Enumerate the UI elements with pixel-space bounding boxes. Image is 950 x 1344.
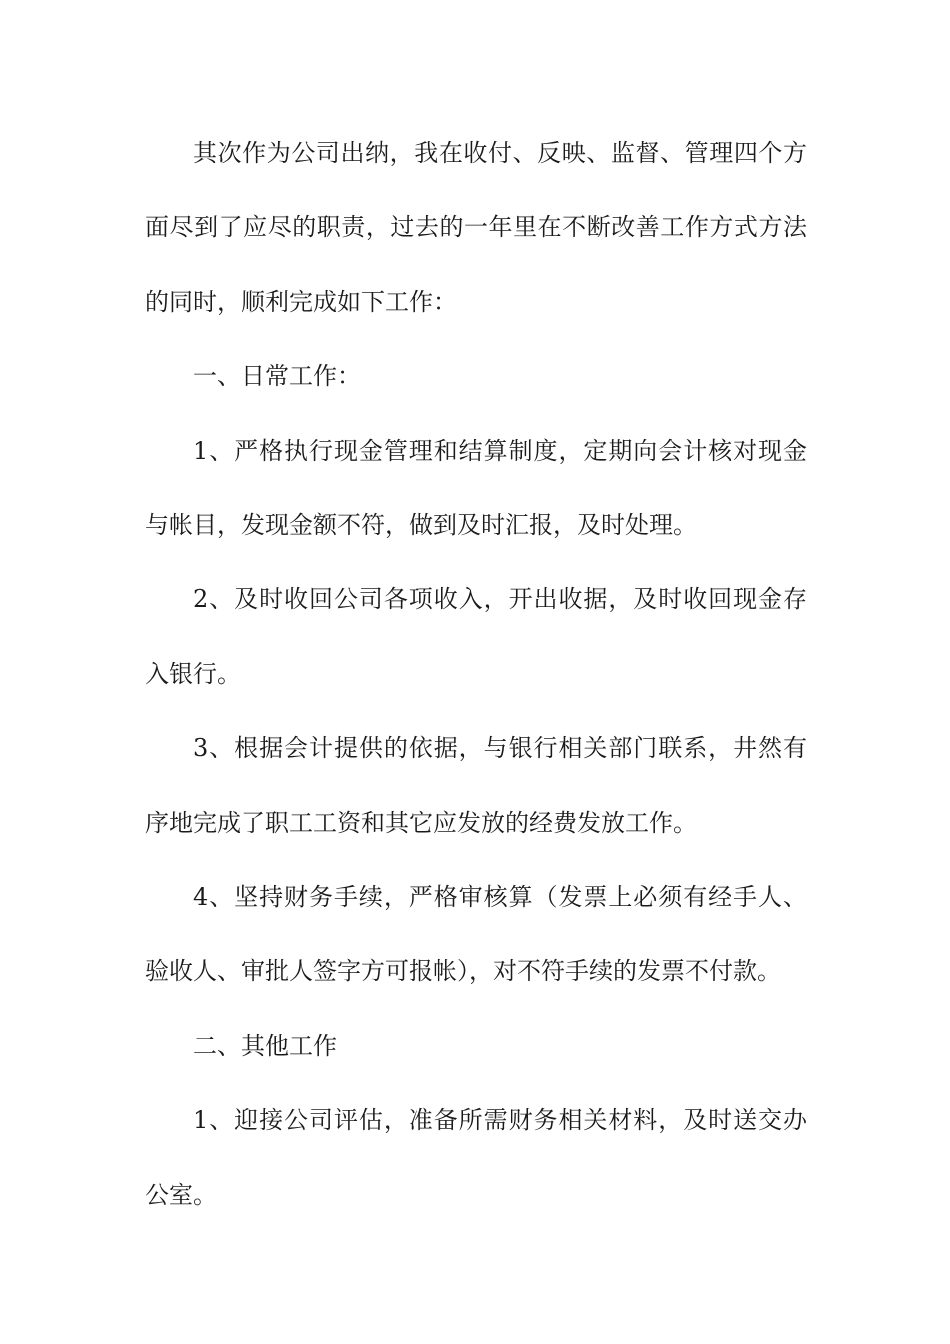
list-item-invoice-audit: 4、坚持财务手续，严格审核算（发票上必须有经手人、验收人、审批人签字方可报帐），对不符手续的发票不付款。 xyxy=(145,883,807,986)
paragraph-intro: 其次作为公司出纳，我在收付、反映、监督、管理四个方面尽到了应尽的职责，过去的一年里在不断改善工作方式方法的同时，顺利完成如下工作： xyxy=(145,139,807,316)
list-item-cash-management: 1、严格执行现金管理和结算制度，定期向会计核对现金与帐目，发现金额不符，做到及时汇报，及时处理。 xyxy=(145,436,807,540)
section-heading-daily-work: 一、日常工作： xyxy=(193,362,361,391)
list-item-salary-payment: 3、根据会计提供的依据，与银行相关部门联系，井然有序地完成了职工工资和其它应发放的经费发放工作。 xyxy=(145,734,807,837)
document-body xyxy=(145,116,807,1232)
list-item-income-collection: 2、及时收回公司各项收入，开出收据，及时收回现金存入银行。 xyxy=(145,585,807,688)
list-item-evaluation-prep: 1、迎接公司评估，准备所需财务相关材料，及时送交办公室。 xyxy=(145,1106,807,1209)
section-heading-other-work: 二、其他工作 xyxy=(193,1031,337,1060)
